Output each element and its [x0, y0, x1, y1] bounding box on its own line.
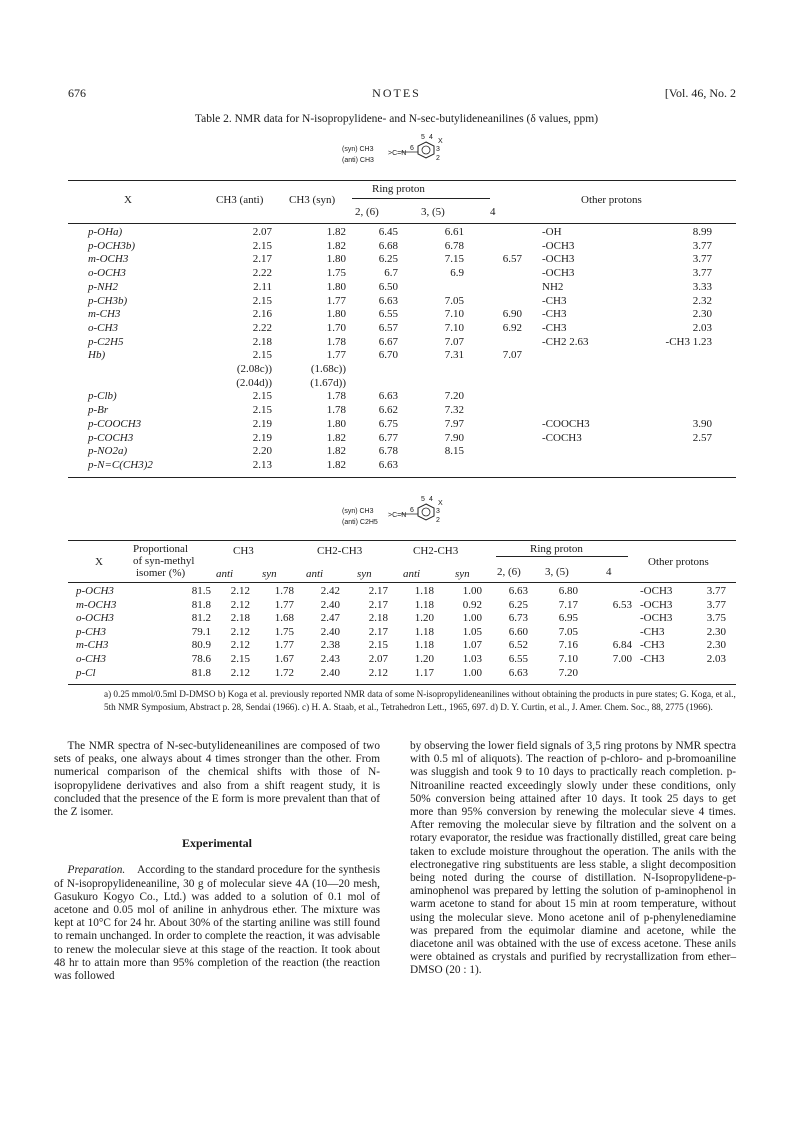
paragraph: by observing the lower field signals of 3,5 ring protons by NMR spectra with 0.5 ml of aliquots). The reaction of p-chloro- and p-bromoaniline was sluggish and took 9 to 10 days to practically reach completion. p-Nitroaniline reacted exceedingly slowly under these conditions, only 50% conversion being attained after 10 days. It took 25 days to get more than 95% conversion by renewing the molecular sieve 4 times. After removing the molecular sieve by filtration and the solvent on a rotary evaporator, the residue was fractionally distilled, great care being taken to exclude moisture throughout the operation. The anils with the electronegative ring substituents are less stable, a slight decomposition being noted during the course of distillation. N-Isopropylidene-p-aminophenol was prepared by letting the solution of p-aminophenol in warm acetone to stand for about 15 min at room temperature, without using the molecular sieve. Mono acetone anil of p-phenylenediamine was prepared from the equimolar diamine and acetone, while the diacetone anil was obtained with the use of excess acetone. These anils were obtained as crystals and purified by recrystallization from ether–DMSO (20 : 1).	[410, 740, 736, 977]
table-cell: 78.6	[191, 653, 211, 665]
table-cell: 6.55	[508, 653, 528, 665]
table-cell: 1.82	[326, 226, 346, 238]
table-row	[68, 419, 736, 431]
table-cell: 3.77	[706, 598, 726, 611]
table-cell: 7.97	[444, 417, 464, 430]
table-row	[68, 227, 736, 239]
table-cell: 2.30	[706, 625, 726, 638]
table-cell: 1.05	[462, 625, 482, 638]
table-cell: 1.82	[326, 239, 346, 252]
table-cell: -OCH3	[640, 585, 673, 597]
table-cell: 1.18	[414, 585, 434, 597]
table-row	[68, 282, 736, 294]
table-header-rule	[68, 223, 736, 224]
table-cell: -OCH3	[542, 253, 575, 266]
table-cell: 2.17	[368, 625, 388, 638]
table-cell: 2.30	[692, 308, 712, 321]
table-cell: 6.78	[444, 239, 464, 252]
table-cell: -CH3	[640, 653, 665, 665]
table-cell: 6.25	[378, 253, 398, 266]
table-cell: 2.40	[320, 666, 340, 679]
table-cell: 2.12	[230, 598, 250, 611]
table-cell: 6.75	[378, 417, 398, 430]
table-cell: 2.15	[252, 390, 272, 403]
page-number: 676	[68, 86, 86, 100]
table-cell: 6.63	[378, 390, 398, 403]
table-cell: -OCH3	[542, 267, 575, 280]
structure-diagram-2: 5 4 X 6 3 2 (syn) CH3 >C=N (anti) C2H5	[342, 496, 457, 536]
table-cell: (1.68c))	[310, 363, 346, 375]
running-title: NOTES	[372, 86, 421, 100]
table-cell: m-CH3	[76, 639, 109, 652]
table-cell: 2.12	[230, 585, 250, 597]
table-cell: p-COOCH3	[88, 417, 142, 430]
table-cell: 2.20	[252, 445, 272, 458]
table-cell: 6.50	[378, 280, 398, 293]
table-cell: 7.17	[558, 598, 578, 611]
table-cell: 2.18	[230, 612, 250, 625]
table-cell: 1.77	[326, 349, 346, 362]
table-cell: 6.61	[444, 226, 464, 238]
table-cell: (2.08c))	[236, 363, 272, 375]
table-cell: 6.73	[508, 612, 528, 625]
table-cell: 7.07	[444, 335, 464, 348]
table-cell: p-NO2a)	[88, 445, 128, 458]
table-cell: 0.92	[462, 598, 482, 611]
table-cell: 2.22	[252, 267, 272, 280]
table-cell: 1.78	[326, 390, 346, 403]
table-cell: 6.55	[378, 308, 398, 321]
table-cell: 7.20	[558, 666, 578, 679]
table-row	[68, 323, 736, 335]
table-cell: 81.2	[191, 612, 211, 625]
table-cell: 1.00	[462, 585, 482, 597]
table-cell: 1.78	[326, 404, 346, 417]
table-cell: 6.63	[378, 458, 398, 471]
table-cell: 2.15	[252, 294, 272, 307]
table-cell: o-OCH3	[76, 612, 114, 625]
table-row	[68, 391, 736, 403]
table-cell: 3.90	[692, 417, 712, 430]
table-cell: 3.33	[692, 280, 712, 293]
table-cell: -CH3	[640, 639, 665, 652]
table-cell: 81.8	[191, 666, 211, 679]
table-cell: 2.19	[252, 417, 272, 430]
table-cell: 81.8	[191, 598, 211, 611]
table-row	[68, 433, 736, 445]
table-cell: 1.07	[462, 639, 482, 652]
table-cell: 1.80	[326, 308, 346, 321]
table-row	[68, 600, 736, 612]
table-cell: 2.15	[252, 349, 272, 362]
table-cell: 6.63	[508, 585, 528, 597]
table-cell: 6.68	[378, 239, 398, 252]
table-cell: 2.12	[368, 666, 388, 679]
table-row	[68, 446, 736, 458]
table-cell: 2.19	[252, 431, 272, 444]
table-cell: -OH	[542, 226, 562, 238]
table-cell: 6.92	[502, 321, 522, 334]
volume-label: [Vol. 46, No. 2	[664, 86, 736, 100]
table-cell: p-N=C(CH3)2	[88, 458, 153, 471]
table-cell: 1.17	[414, 666, 434, 679]
structure-diagram-1: 5 4 X 6 3 2 (syn) CH3 >C=N (anti) CH3	[342, 134, 452, 174]
table-cell: 79.1	[191, 625, 211, 638]
paragraph: The NMR spectra of N-sec-butylideneanilines are composed of two sets of peaks, one always about 4 times stronger than the other. From numerical comparison of the chemical shifts with those of N-isopropylidene derivatives and also from a shift reagent study, it is concluded that the presence of the E form is more prevalent than that of the Z isomer.	[54, 740, 380, 819]
table-cell: -OCH3	[640, 612, 673, 625]
table-cell: (1.67d))	[310, 376, 346, 389]
table-cell: 1.00	[462, 666, 482, 679]
table-cell: 7.16	[558, 639, 578, 652]
table-cell: p-COCH3	[88, 431, 134, 444]
table-cell: p-NH2	[88, 280, 118, 293]
table-cell: 6.67	[378, 335, 398, 348]
table-cell: 2.17	[252, 253, 272, 266]
table-cell: 2.32	[692, 294, 712, 307]
table-row	[68, 296, 736, 308]
table-cell: 2.03	[706, 653, 726, 665]
table-cell: 2.15	[252, 404, 272, 417]
table-cell: o-CH3	[88, 321, 118, 334]
table-cell: 1.67	[274, 653, 294, 665]
table-cell: 2.16	[252, 308, 272, 321]
table-cell: 1.75	[326, 267, 346, 280]
table-cell: 6.77	[378, 431, 398, 444]
table-cell: 6.7	[384, 267, 398, 280]
table-cell: 1.77	[274, 639, 294, 652]
table-cell: 1.18	[414, 598, 434, 611]
table-cell: 1.75	[274, 625, 294, 638]
table-cell: p-CH3	[76, 625, 106, 638]
table-cell: 1.20	[414, 612, 434, 625]
table-cell: 2.15	[252, 239, 272, 252]
table-cell: 2.07	[368, 653, 388, 665]
right-column	[410, 740, 736, 978]
table-cell: 6.63	[508, 666, 528, 679]
table-cell: 3.77	[692, 239, 712, 252]
table-cell: 7.05	[558, 625, 578, 638]
table-cell: -CH3	[542, 308, 567, 321]
table-cell: 6.63	[378, 294, 398, 307]
nmr-table-2	[68, 586, 736, 682]
table-cell: 2.11	[253, 280, 272, 293]
table-caption: Table 2. NMR data for N-isopropylidene- and N-sec-butylideneanilines (δ values, ppm)	[194, 113, 599, 125]
table-cell: 3.77	[692, 253, 712, 266]
table-cell: 7.10	[444, 308, 464, 321]
table-cell: 2.30	[706, 639, 726, 652]
table-cell: 7.32	[444, 404, 464, 417]
table-cell: p-C2H5	[88, 335, 124, 348]
table-cell: -OCH3	[640, 598, 673, 611]
table-cell: 7.20	[444, 390, 464, 403]
table-cell: 3.75	[706, 612, 726, 625]
table-row	[68, 627, 736, 639]
table-cell: 6.95	[558, 612, 578, 625]
table-cell: 7.00	[612, 653, 632, 665]
table-row	[68, 309, 736, 321]
table-cell: 2.12	[230, 666, 250, 679]
table-cell: 6.60	[508, 625, 528, 638]
table-cell: 6.70	[378, 349, 398, 362]
table-row	[68, 460, 736, 472]
table-footnotes: a) 0.25 mmol/0.5ml D-DMSO b) Koga et al. previously reported NMR data of some N-isopropylideneanilines without obtaining the products in pure states; G. Koga, et al., 5th NMR Symposium, Abstract p. 28, Sendai (1966). c) H. A. Staab, et al., Tetrahedron Lett., 1965, 697. d) D. Y. Curtin, et al., J. Amer. Chem. Soc., 88, 2775 (1966).	[104, 689, 736, 712]
table-cell: 6.53	[612, 598, 632, 611]
table-cell: 2.43	[320, 653, 340, 665]
table-cell: p-OCH3	[76, 585, 114, 597]
table-cell: 2.47	[320, 612, 340, 625]
table-row	[68, 668, 736, 680]
table-cell: 2.12	[230, 639, 250, 652]
table-cell: 2.17	[368, 598, 388, 611]
table-cell: 6.80	[558, 585, 578, 597]
table-cell: 1.77	[274, 598, 294, 611]
table-cell: -OCH3	[542, 239, 575, 252]
table-cell: 2.18	[368, 612, 388, 625]
table-cell: 3.77	[706, 585, 726, 597]
table-cell: 6.78	[378, 445, 398, 458]
table-cell: p-Clb)	[88, 390, 117, 403]
table-row	[68, 350, 736, 362]
table-cell: m-OCH3	[88, 253, 129, 266]
table-cell: 2.42	[320, 585, 340, 597]
paragraph-lead: Preparation.	[67, 864, 126, 877]
table-row	[68, 405, 736, 417]
table-cell: 2.15	[368, 639, 388, 652]
table-cell: 2.13	[252, 458, 272, 471]
table-cell: o-CH3	[76, 653, 106, 665]
table-cell: 1.82	[326, 445, 346, 458]
table-cell: 7.07	[502, 349, 522, 362]
table-cell: 2.12	[230, 625, 250, 638]
table-cell: 1.68	[274, 612, 294, 625]
table-cell: 2.03	[692, 321, 712, 334]
table-cell: -CH3	[542, 321, 567, 334]
table-cell: 1.18	[414, 625, 434, 638]
table-cell: 1.00	[462, 612, 482, 625]
table-cell: 7.05	[444, 294, 464, 307]
table-row	[68, 364, 736, 376]
table-cell: o-OCH3	[88, 267, 126, 280]
table-cell: p-OHa)	[88, 226, 123, 238]
left-column	[54, 740, 380, 983]
table-cell: 7.31	[444, 349, 464, 362]
paragraph: Preparation. According to the standard procedure for the synthesis of N-isopropylideneaniline, 30 g of molecular sieve 4A (10—20 mesh, Gasukuro Kogyo Co., Ltd.) was added to a solution of 0.1 mol of acetone and 0.05 mol of aniline in anhydrous ether. The mixture was kept at 10°C for 24 hr. About 30% of the starting aniline was still found to remain unchanged. In order to complete the reaction, it was advisable to renew the molecular sieve at this stage of the reaction. It took about 48 hr to attain more than 95% completion of the reaction (the reaction was followed	[54, 864, 381, 983]
table-cell: 2.15	[230, 653, 250, 665]
table-cell: p-Br	[88, 404, 109, 417]
table-cell: 2.18	[252, 335, 272, 348]
table-cell: 2.22	[252, 321, 272, 334]
table-cell: 7.10	[444, 321, 464, 334]
table-cell: 6.57	[378, 321, 398, 334]
table-cell: m-CH3	[88, 308, 121, 321]
table-cell: 6.84	[612, 639, 632, 652]
table-cell: 6.45	[378, 226, 398, 238]
table-cell: -COCH3	[542, 431, 582, 444]
table-cell: 7.10	[558, 653, 578, 665]
section-heading: Experimental	[182, 836, 252, 851]
table-cell: m-OCH3	[76, 598, 117, 611]
table-cell: 3.77	[692, 267, 712, 280]
table-cell: 1.82	[326, 431, 346, 444]
table-row	[68, 268, 736, 280]
table-cell: 6.52	[508, 639, 528, 652]
table-cell: 6.25	[508, 598, 528, 611]
table-cell: p-CH3b)	[88, 294, 128, 307]
table-row	[68, 613, 736, 625]
table-cell: 1.77	[326, 294, 346, 307]
table-cell: 2.07	[252, 226, 272, 238]
journal-page: 676 NOTES [Vol. 46, No. 2 Table 2. NMR data for N-isopropylidene- and N-sec-butylideneanilines (δ values, ppm) 5 4 X 6 3 2 (syn) CH3 >C=N (anti) CH3 X CH3 (anti) CH3 (syn) Ring proton 2, (6) 3, (5) 4 Other protons p-OHa) 2.07 1.82 6.45 6.61 -OH 8.99 p-OCH3b) 2.15 1.82 6.68 6.78 -OCH3 3.77 m-OCH3 2.17 1.80 6.25 7.15 6.57 -OCH3 3.77 o-OCH3 2.22 1.75 6.7 6.9 -OCH3 3.77 p-NH2 2.11 1.80 6.50 NH2 3.33 p-CH3b) 2.15 1.77 6.63 7.05 -CH3 2.32 m-CH3 2.16 1.80 6.55 7.10 6.90 -CH3 2.30 o-CH3 2.22 1.70 6.57 7.10 6.92 -CH3 2.03 p-C2H5 2.18 1.78 6.67 7.07 -CH2 2.63 -CH3 1.23 Hb) 2.15 1.77 6.70 7.31 7.07 (2.08c)) (1.68c)) (2.04d)) (1.67d)) p-Clb) 2.15 1.78 6.63 7.20 p-Br 2.15 1.78 6.62 7.32 p-COOCH3 2.19 1.80 6.75 7.97 -COOCH3 3.90 p-COCH3 2.19 1.82 6.77 7.90 -COCH3 2.57 p-NO2a) 2.20 1.82 6.78 8.15 p-N=C(CH3)2 2.13 1.82 6.63 5 4 X 6 3 2 (syn) CH3 >C=N (anti) C2H5 X Proportional of syn-methyl isomer (%) CH3 CH2-CH3 CH2-CH3 anti syn anti syn anti syn Ring proton 2, (6) 3, (5) 4 Other protons p-OCH3 81.5 2.12 1.78 2.42 2.17 1.18 1.00 6.63 6.80 -OCH3 3.77 m-OCH3 81.8 2.12 1.77 2.40 2.17 1.18 0.92 6.25 7.17 6.53 -OCH3 3.77 o-OCH3 81.2 2.18 1.68 2.47 2.18 1.20 1.00 6.73 6.95 -OCH3 3.75 p-CH3 79.1 2.12 1.75 2.40 2.17 1.18 1.05 6.60 7.05 -CH3 2.30 m-CH3 80.9 2.12 1.77 2.38 2.15 1.18 1.07 6.52 7.16 6.84 -CH3 2.30 o-CH3 78.6 2.15 1.67 2.43 2.07 1.20 1.03 6.55 7.10 7.00 -CH3 2.03 p-Cl 81.8 2.12 1.72 2.40 2.12 1.17 1.00 6.63 7.20 a) 0.25 mmol/0.5ml D-DMSO b) Koga et al. previously reported NMR data of some N-isopropylideneanilines without obtaining the products in pure states; G. Koga, et al., 5th NMR Symposium, Abstract p. 28, Sendai (1966). c) H. A. Staab, et al., Tetrahedron Lett., 1965, 697. d) D. Y. Curtin, et al., J. Amer. Chem. Soc., 88, 2775 (1966). The NMR spectra of N-sec-butylideneanilines are composed of two sets of peaks, one always about 4 times stronger than the other. From numerical comparison of the chemical shifts with those of N-isopropylidene derivatives and also from a shift reagent study, it is concluded that the presence of the E form is more prevalent than that of the Z isomer. Experimental Preparation. According to the standard procedure for the synthesis of N-isopropylideneaniline, 30 g of molecular sieve 4A (10—20 mesh, Gasukuro Kogyo Co., Ltd.) was added to a solution of 0.1 mol of acetone and 0.05 mol of aniline in anhydrous ether. The mixture was kept at 10°C for 24 hr. About 30% of the starting aniline was still found to remain unchanged. In order to complete the reaction, it was advisable to renew the molecular sieve at this stage of the reaction. It took about 48 hr to attain more than 95% completion of the reaction (the reaction was followed by observing the lower field signals of 3,5 ring protons by NMR spectra with 0.5 ml of aliquots). The reaction of p-chloro- and p-bromoaniline was sluggish and took 9 to 10 days to practically reach completion. p-Nitroaniline reacted exceedingly slowly under these conditions, only 50% conversion being attained after 10 days. It took 25 days to get more than 95% conversion by renewing the molecular sieve 4 times. After removing the molecular sieve by filtration and the solvent on a rotary evaporator, the residue was fractionally distilled, great care being taken to exclude moisture throughout the operation. The anils with the electronegative ring substituents are less stable, a slight decomposition being noted during the course of distillation. N-Isopropylidene-p-aminophenol was prepared by letting the solution of p-aminophenol in warm acetone to stand for about 15 min at room temperature, without using the molecular sieve. Mono acetone anil of p-phenylenediamine was prepared from the equimolar diamine and acetone, while the diacetone anil was obtained with the use of excess acetone. These anils were obtained as crystals and purified by recrystallization from ether–DMSO (20 : 1).	[0, 0, 793, 1123]
table-row	[68, 654, 736, 666]
table-cell: 8.15	[444, 445, 464, 458]
table-cell: 1.20	[414, 653, 434, 665]
table-cell: 2.40	[320, 598, 340, 611]
table-cell: 2.57	[692, 431, 712, 444]
table-cell: 80.9	[191, 639, 211, 652]
table-cell: Hb)	[88, 349, 106, 362]
table-cell: 1.70	[326, 321, 346, 334]
table-cell: 6.57	[502, 253, 522, 266]
nmr-table-1	[68, 227, 736, 475]
table-cell: 2.40	[320, 625, 340, 638]
table-row	[68, 640, 736, 652]
table-cell: 6.62	[378, 404, 398, 417]
table-cell: 1.03	[462, 653, 482, 665]
table-cell: -CH3	[542, 294, 567, 307]
table-cell: 1.80	[326, 280, 346, 293]
table-cell: 8.99	[692, 226, 712, 238]
table-top-rule	[68, 180, 736, 181]
table-cell: p-Cl	[76, 666, 96, 679]
table-cell: 1.78	[326, 335, 346, 348]
table-cell: 6.90	[502, 308, 522, 321]
table-row	[68, 337, 736, 349]
table-cell: -CH3 1.23	[665, 335, 712, 348]
table-cell: p-OCH3b)	[88, 239, 136, 252]
table-cell: 7.15	[444, 253, 464, 266]
table-cell: 1.78	[274, 585, 294, 597]
table-row	[68, 254, 736, 266]
table-cell: 6.9	[450, 267, 464, 280]
table-cell: -COOCH3	[542, 417, 590, 430]
table-row	[68, 586, 736, 598]
table-cell: 1.80	[326, 253, 346, 266]
table-row	[68, 378, 736, 390]
table-row	[68, 241, 736, 253]
table-cell: (2.04d))	[236, 376, 272, 389]
table-cell: 2.38	[320, 639, 340, 652]
table-cell: 1.18	[414, 639, 434, 652]
table-cell: 81.5	[191, 585, 211, 597]
table-cell: 1.82	[326, 458, 346, 471]
table-cell: -CH3	[640, 625, 665, 638]
table-cell: 1.72	[274, 666, 294, 679]
table-cell: 2.17	[368, 585, 388, 597]
table-cell: 1.80	[326, 417, 346, 430]
table-cell: NH2	[542, 280, 564, 293]
table-cell: 7.90	[444, 431, 464, 444]
table-cell: -CH2 2.63	[542, 335, 589, 348]
